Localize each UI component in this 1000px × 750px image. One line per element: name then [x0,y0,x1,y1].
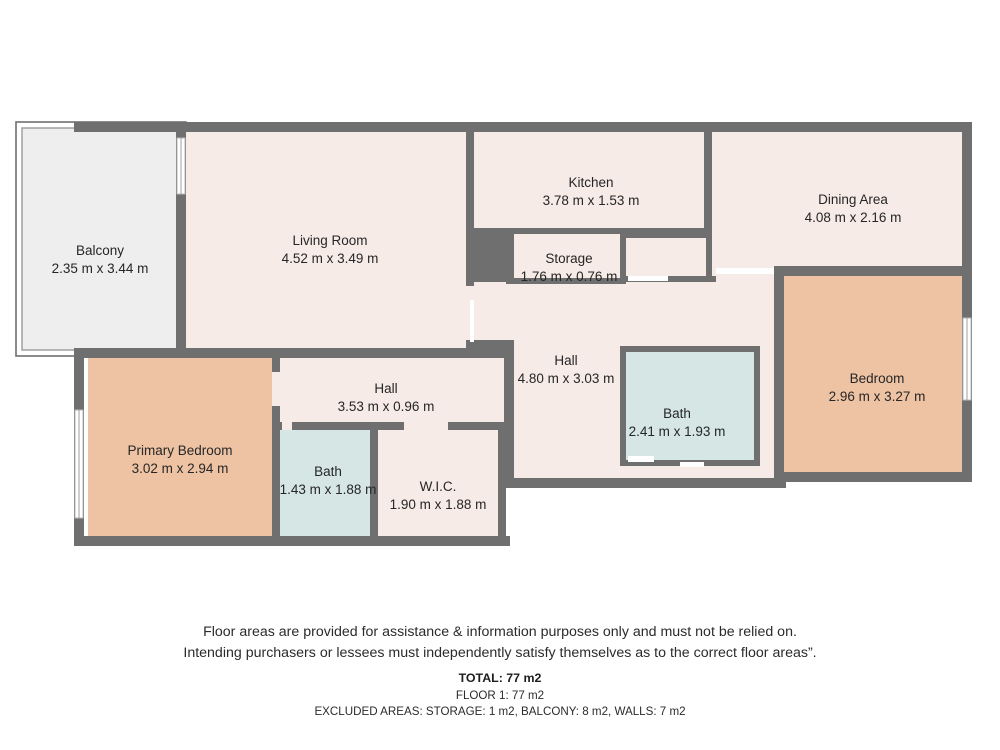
room-dims: 1.90 m x 1.88 m [389,496,487,512]
room-area-bedroom [782,274,972,476]
room-name: Bath [314,464,342,479]
room-dims: 3.53 m x 0.96 m [337,398,435,414]
room-dims: 4.80 m x 3.03 m [517,370,615,386]
room-dims: 2.35 m x 3.44 m [51,260,149,276]
room-name: Storage [545,251,593,266]
room-area-bath-primary [278,428,376,540]
room-name: Dining Area [818,192,888,207]
room-dims: 3.78 m x 1.53 m [542,192,640,208]
room-name: Hall [374,381,398,396]
excluded-areas: EXCLUDED AREAS: STORAGE: 1 m2, BALCONY: 8 m2, WALLS: 7 m2 [314,705,686,719]
room-dims: 2.41 m x 1.93 m [628,423,726,439]
room-dims: 1.76 m x 0.76 m [520,268,618,284]
room-dims: 3.02 m x 2.94 m [131,460,229,476]
area-totals-block [0,670,1000,721]
room-dims: 2.96 m x 3.27 m [828,388,926,404]
room-dims: 4.52 m x 3.49 m [281,250,379,266]
floor-area: FLOOR 1: 77 m2 [455,688,545,702]
room-name: Hall [554,353,578,368]
room-area-storage [508,234,626,280]
room-name: Living Room [292,233,368,248]
room-name: Bath [663,406,691,421]
room-area-living-room [186,128,472,356]
total-area: TOTAL: 77 m2 [458,671,542,685]
room-area-kitchen [472,128,710,234]
room-dims: 4.08 m x 2.16 m [804,209,902,225]
room-area-wic [376,428,504,540]
room-name: Balcony [75,243,125,258]
disclaimer-block [0,622,1000,663]
room-area-primary-bedroom [88,356,278,540]
room-area-balcony [22,128,180,350]
room-area-bath-main [626,352,754,460]
disclaimer-line-2: Intending purchasers or lessees must independently satisfy themselves as to the correct floor areas”. [183,644,817,661]
room-dims: 1.43 m x 1.88 m [279,481,377,497]
room-name: W.I.C. [419,479,457,494]
room-name: Primary Bedroom [127,443,233,458]
room-name: Bedroom [849,371,905,386]
room-name: Kitchen [568,175,614,190]
disclaimer-line-1: Floor areas are provided for assistance & information purposes only and must not be relied on. [203,624,797,640]
